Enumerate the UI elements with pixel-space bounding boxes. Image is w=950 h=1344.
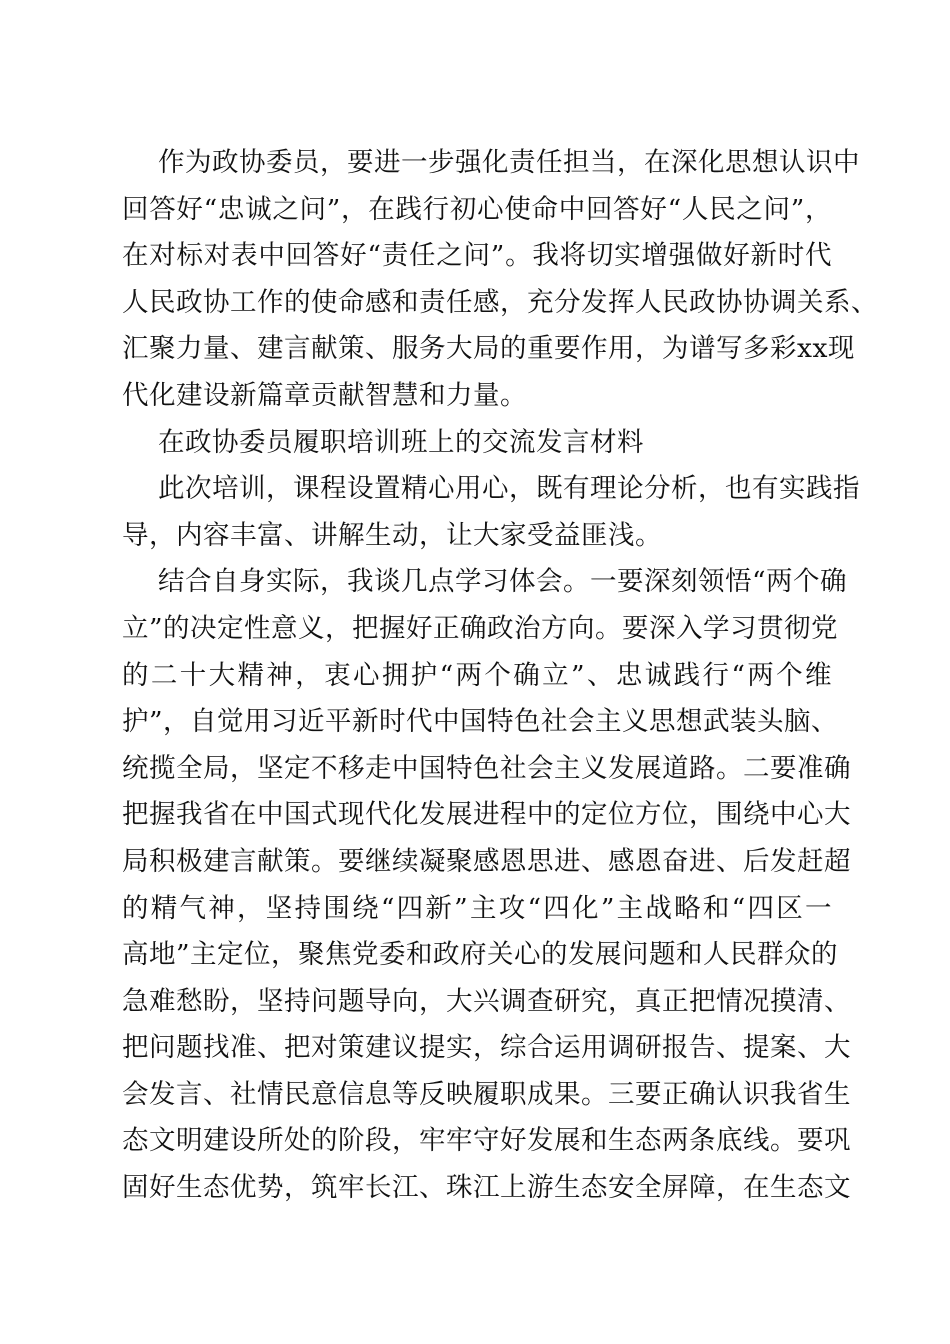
document-body — [122, 140, 878, 1212]
text-line: 作为政协委员，要进一步强化责任担当，在深化思想认识中 — [158, 147, 860, 178]
text-line: 人民政协工作的使命感和责任感，充分发挥人民政协协调关系、 — [122, 286, 878, 318]
text-line: 会发言、社情民意信息等反映履职成果。三要正确认识我省生 — [122, 1078, 851, 1110]
text-line: 局积极建言献策。要继续凝聚感恩思进、感恩奋进、后发赶超 — [122, 845, 851, 877]
text-line: 把问题找准、把对策建议提实，综合运用调研报告、提案、大 — [122, 1032, 851, 1064]
text-line: 代化建设新篇章贡献智慧和力量。 — [122, 379, 527, 411]
text-line: 高地”主定位，聚焦党委和政府关心的发展问题和人民群众的 — [122, 939, 839, 971]
text-line: 急难愁盼，坚持问题导向，大兴调查研究，真正把情况摸清、 — [122, 985, 851, 1017]
text-line: 在对标对表中回答好“责任之问”。我将切实增强做好新时代 — [122, 240, 832, 272]
text-line: 态文明建设所处的阶段，牢牢守好发展和生态两条底线。要巩 — [122, 1125, 851, 1157]
text-line: 回答好“忠诚之问”，在践行初心使命中回答好“人民之问”， — [122, 193, 832, 225]
text-line: 护”，自觉用习近平新时代中国特色社会主义思想武装头脑、 — [122, 706, 839, 738]
text-line: 立”的决定性意义，把握好正确政治方向。要深入学习贯彻党 — [122, 612, 839, 644]
text-line: 结合自身实际，我谈几点学习体会。一要深刻领悟“两个确 — [158, 566, 848, 598]
text-line: 固好生态优势，筑牢长江、珠江上游生态安全屏障，在生态文 — [122, 1172, 851, 1204]
text-line: 的精气神，坚持围绕“四新”主攻“四化”主战略和“四区一 — [122, 892, 832, 924]
document-heading: 在政协委员履职培训班上的交流发言材料 — [158, 426, 644, 458]
text-line: 汇聚力量、建言献策、服务大局的重要作用，为谱写多彩xx现 — [122, 333, 855, 365]
text-line: 统揽全局，坚定不移走中国特色社会主义发展道路。二要准确 — [122, 752, 851, 784]
text-line: 的二十大精神，衷心拥护“两个确立”、忠诚践行“两个维 — [122, 659, 832, 691]
text-line: 导，内容丰富、讲解生动，让大家受益匪浅。 — [122, 519, 662, 551]
text-line: 把握我省在中国式现代化发展进程中的定位方位，围绕中心大 — [122, 799, 851, 831]
text-line: 此次培训，课程设置精心用心，既有理论分析，也有实践指 — [158, 473, 860, 505]
